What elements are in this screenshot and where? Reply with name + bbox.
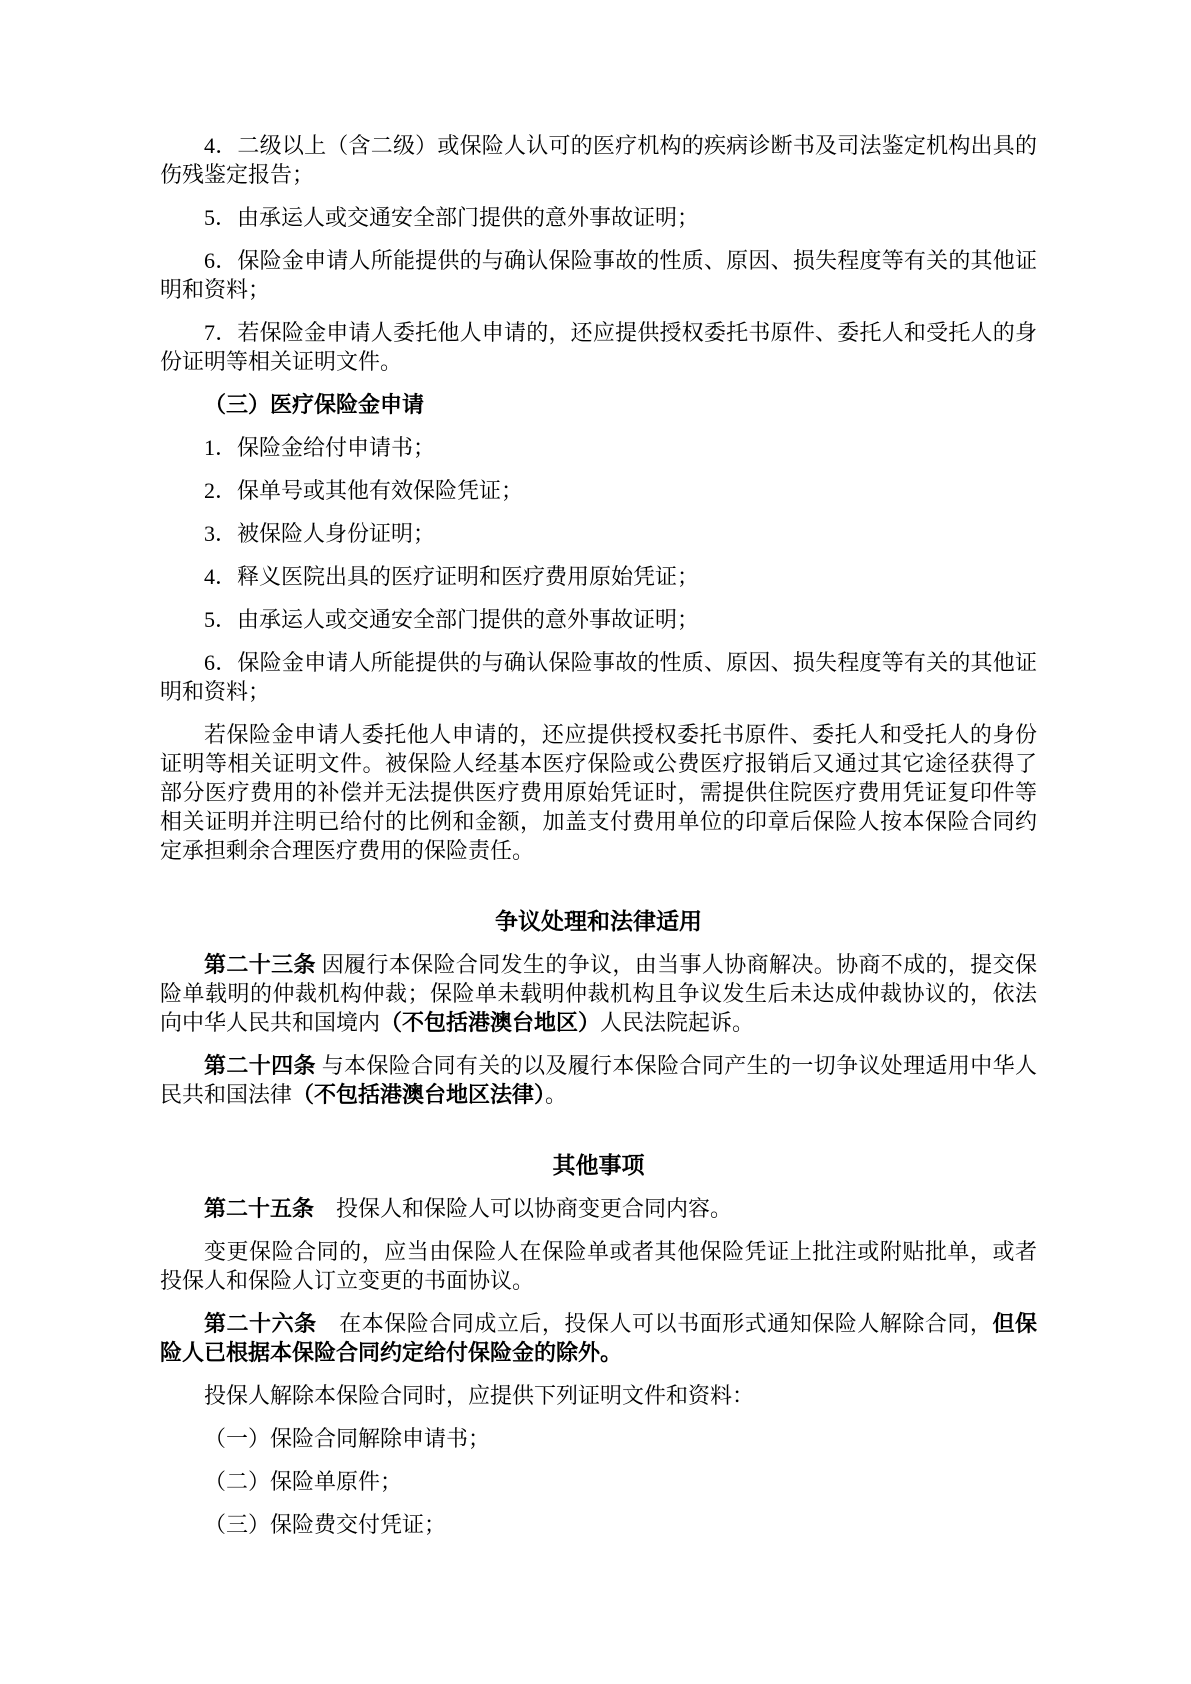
cancel-document-item-2: （二）保险单原件； — [204, 1469, 403, 1494]
medical-claim-item-1: 1．保险金给付申请书； — [204, 435, 436, 460]
clause-24-term: 第二十四条 — [204, 1053, 316, 1078]
clause-23 — [160, 950, 1037, 1037]
accident-claim-item-5: 5．由承运人或交通安全部门提供的意外事故证明； — [204, 205, 700, 230]
clause-24-text-2: 。 — [545, 1082, 568, 1107]
accident-claim-item-6: 6．保险金申请人所能提供的与确认保险事故的性质、原因、损失程度等有关的其他证明和资料； — [160, 248, 1037, 302]
medical-claim-item-3: 3．被保险人身份证明； — [204, 521, 436, 546]
clause-26-text: 在本保险合同成立后，投保人可以书面形式通知保险人解除合同， — [316, 1311, 993, 1336]
accident-claim-items-section — [160, 131, 1037, 376]
clause-26 — [160, 1309, 1037, 1367]
clause-24-text-1: 与本保险合同有关的以及履行本保险合同产生的一切争议处理适用中华人民共和国法律 — [160, 1053, 1037, 1107]
cancel-documents-intro: 投保人解除本保险合同时，应提供下列证明文件和资料： — [204, 1383, 755, 1408]
accident-claim-item-7: 7．若保险金申请人委托他人申请的，还应提供授权委托书原件、委托人和受托人的身份证明等相关证明文件。 — [160, 320, 1037, 374]
medical-claim-section — [160, 390, 1037, 865]
clause-25-term: 第二十五条 — [204, 1196, 315, 1221]
clause-23-term: 第二十三条 — [204, 952, 316, 977]
clause-26-term: 第二十六条 — [204, 1311, 317, 1336]
clause-25-text: 投保人和保险人可以协商变更合同内容。 — [314, 1196, 733, 1221]
clause-25 — [160, 1194, 1037, 1223]
medical-claim-heading: （三）医疗保险金申请 — [204, 392, 425, 417]
other-matters-section — [160, 1151, 1037, 1539]
clause-24-bold-emphasis: （不包括港澳台地区法律） — [292, 1082, 546, 1107]
clause-24 — [160, 1051, 1037, 1109]
medical-claim-item-4: 4．释义医院出具的医疗证明和医疗费用原始凭证； — [204, 564, 700, 589]
clause-25-change-paragraph: 变更保险合同的，应当由保险人在保险单或者其他保险凭证上批注或附贴批单，或者投保人和保险人订立变更的书面协议。 — [160, 1239, 1037, 1293]
dispute-law-section — [160, 907, 1037, 1109]
clause-23-bold-emphasis: （不包括港澳台地区） — [380, 1010, 601, 1035]
cancel-document-item-3: （三）保险费交付凭证； — [204, 1512, 447, 1537]
cancel-document-item-1: （一）保险合同解除申请书； — [204, 1426, 491, 1451]
other-matters-heading: 其他事项 — [552, 1153, 645, 1178]
accident-claim-item-4: 4．二级以上（含二级）或保险人认可的医疗机构的疾病诊断书及司法鉴定机构出具的伤残鉴定报告； — [160, 133, 1037, 187]
medical-claim-item-2: 2．保单号或其他有效保险凭证； — [204, 478, 524, 503]
clause-26-bold-emphasis: 但保险人已根据本保险合同约定给付保险金的除外。 — [160, 1311, 1037, 1365]
dispute-law-heading: 争议处理和法律适用 — [495, 909, 702, 934]
medical-claim-item-6: 6．保险金申请人所能提供的与确认保险事故的性质、原因、损失程度等有关的其他证明和资料； — [160, 650, 1037, 704]
clause-23-text-1: 因履行本保险合同发生的争议，由当事人协商解决。协商不成的，提交保险单载明的仲裁机构仲裁；保险单未载明仲裁机构且争议发生后未达成仲裁协议的，依法向中华人民共和国境内 — [160, 952, 1037, 1035]
medical-claim-note: 若保险金申请人委托他人申请的，还应提供授权委托书原件、委托人和受托人的身份证明等相关证明文件。被保险人经基本医疗保险或公费医疗报销后又通过其它途径获得了部分医疗费用的补偿并无法提供医疗费用原始凭证时，需提供住院医疗费用凭证复印件等相关证明并注明已给付的比例和金额，加盖支付费用单位的印章后保险人按本保险合同约定承担剩余合理医疗费用的保险责任。 — [160, 722, 1037, 863]
medical-claim-item-5: 5．由承运人或交通安全部门提供的意外事故证明； — [204, 607, 700, 632]
clause-23-text-2: 人民法院起诉。 — [600, 1010, 755, 1035]
